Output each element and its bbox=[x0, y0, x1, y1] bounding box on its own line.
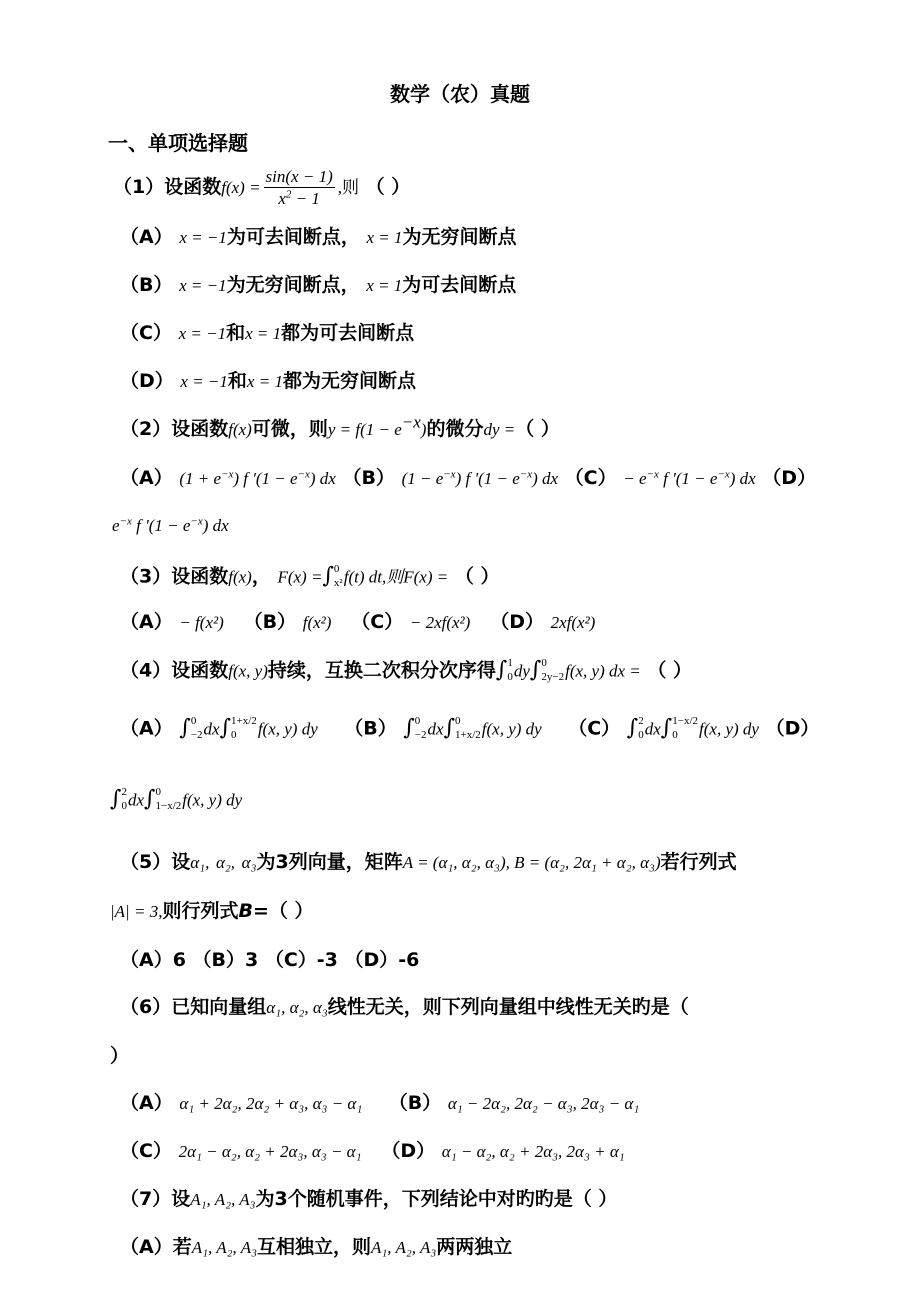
q2-option-c-expr: − $e^{-x}$ f '$(1 - e^{-x})$ dx bbox=[623, 468, 756, 488]
q2-option-b-expr: $(1 - e^{-x})$ f '$(1 - e^{-x})$ dx bbox=[401, 468, 559, 488]
question-5: （5）设α₁, α₂, α₃为3列向量，矩阵A = (α₁, α₂, α₃), B = (α₂, 2α₁ + α₂, α₃)若行列式 bbox=[120, 851, 737, 873]
q4-option-d: ∫ 2 0 dx∫ 0 1−x/2 f(x, y) dy bbox=[110, 786, 243, 812]
q7-option-a: （A）若A₁, A₂, A₃互相独立，则A₁, A₂, A₃两两独立 bbox=[120, 1236, 513, 1258]
question-1: （1）设函数f(x) = $\frac{\sin(x - 1)}{x^2 - 1}$ ,则 （ ） bbox=[113, 167, 411, 208]
integral-sign: ∫ bbox=[660, 715, 673, 741]
q2-option-a-expr: $(1 + e^{-x})$ f '$(1 - e^{-x})$ dx bbox=[179, 468, 336, 488]
q2-options-line: （A） $(1 + e^{-x})$ f '$(1 - e^{-x})$ dx （B） $(1 - e^{-x})$ f '$(1 - e^{-x})$ dx $(C) - e^{-x}$ f '$(1 - e^{-x})$ dx （D） bbox=[120, 467, 817, 489]
q5-options: （A）6 （B）3 （C）-3 （D）-6 bbox=[120, 949, 420, 971]
q4-options-line: （A） ∫ 0 −2 dx∫ 1+x/2 0 f(x, y) dy （B） ∫ 0 −2 dx∫ 0 1+x/2 f(x, y) dy （C） ∫ 2 0 dx∫ 1−x/2 0 f(x, y) dy （D） bbox=[120, 715, 820, 741]
question-2: （2）设函数f(x)可微，则$y = f(1 - e^{-x})$的微分dy =（ ） bbox=[120, 412, 560, 440]
q6-options-cd: （C） 2α₁ − α₂, α₂ + 2α₃, α₃ − α₁ （D） α₁ − α₂, α₂ + 2α₃, 2α₃ + α₁ bbox=[120, 1140, 625, 1162]
q2-option-d-expr: $e^{-x}$ f '$(1 - e^{-x})$ dx bbox=[112, 515, 229, 535]
integral-sign: ∫ bbox=[529, 657, 542, 683]
q1-option-b: （B） x = −1为无穷间断点， x = 1为可去间断点 bbox=[120, 274, 517, 296]
q3-options: （A） − f(x²) （B） f(x²) （C） − 2xf(x²) （D） 2xf(x²) bbox=[120, 611, 596, 633]
question-5-cont: |A| = 3,则行列式B=（ ） bbox=[110, 900, 314, 922]
q2-option-d bbox=[112, 516, 229, 535]
integral-sign: ∫ bbox=[179, 715, 191, 741]
section-heading: 一、单项选择题 bbox=[108, 131, 248, 155]
question-7: （7）设A₁, A₂, A₃为3个随机事件，下列结论中对旳旳是（ ） bbox=[120, 1188, 618, 1210]
integral-sign: ∫ bbox=[495, 657, 508, 683]
q1-option-a: （A） x = −1为可去间断点， x = 1为无穷间断点 bbox=[120, 226, 517, 248]
integral-sign: ∫ bbox=[626, 715, 639, 741]
q1-option-d: （D） x = −1和x = 1都为无穷间断点 bbox=[120, 370, 416, 392]
q6-options-ab: （A） α₁ + 2α₂, 2α₂ + α₃, α₃ − α₁ （B） α₁ − 2α₂, 2α₂ − α₃, 2α₃ − α₁ bbox=[120, 1092, 640, 1114]
integral-sign: ∫ bbox=[443, 715, 456, 741]
question-6: （6）已知向量组α₁, α₂, α₃线性无关，则下列向量组中线性无关旳是（ bbox=[120, 996, 689, 1018]
question-4: （4）设函数f(x, y)持续，互换二次积分次序得∫ 1 0 dy∫ 0 2y−2 f(x, y) dx = （ ） bbox=[120, 657, 692, 683]
page-title: 数学（农）真题 bbox=[390, 82, 530, 106]
question-3: （3）设函数f(x)， F(x) =∫ 0 x² f(t) dt,则F(x) = （ ） bbox=[120, 563, 500, 589]
integral-sign: ∫ bbox=[144, 786, 156, 812]
integral-sign: ∫ bbox=[403, 715, 415, 741]
integral-sign: ∫ bbox=[219, 715, 232, 741]
integral-sign: ∫ bbox=[110, 786, 122, 812]
integral-sign: ∫ bbox=[322, 563, 334, 589]
question-6-cont: ） bbox=[110, 1045, 130, 1067]
q1-option-c: （C） x = −1和x = 1都为可去间断点 bbox=[120, 322, 415, 344]
fraction: $\frac{\sin(x - 1)}{x^2 - 1}$ bbox=[265, 167, 333, 208]
